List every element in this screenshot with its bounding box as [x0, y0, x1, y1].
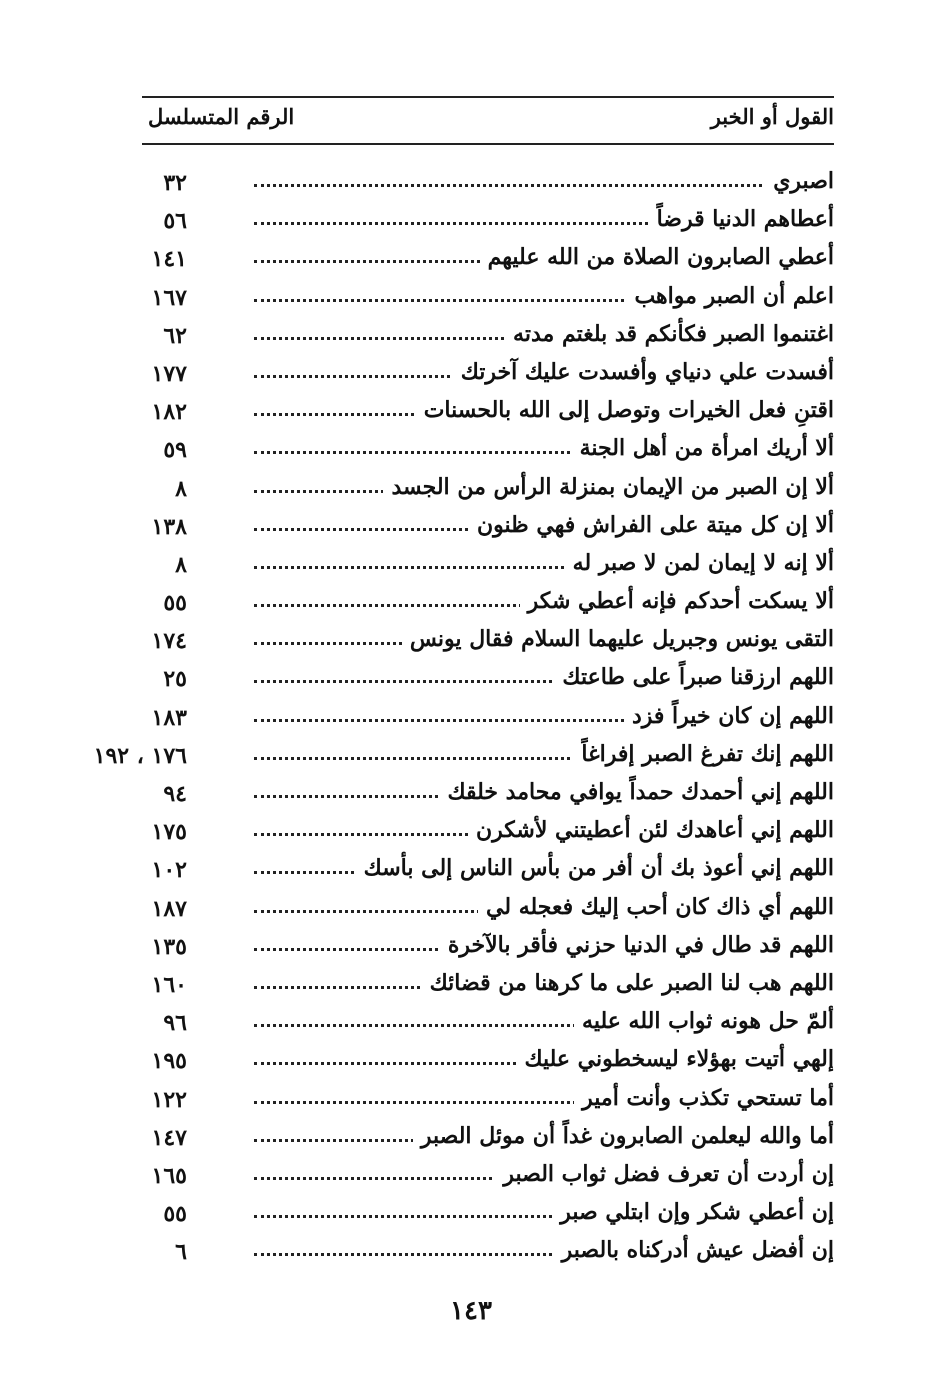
entry-serial-number: ١٧٧ — [151, 360, 187, 387]
index-entry — [142, 1004, 834, 1042]
entry-text: اللهم أي ذاك كان أحب إليك فعجله لي — [478, 894, 834, 920]
entry-text: إن أردت أن تعرف فضل ثواب الصبر — [495, 1161, 834, 1187]
entry-serial-number: ٩٦ — [163, 1010, 187, 1037]
index-entry — [142, 546, 834, 584]
entry-serial-number: ٥٥ — [163, 1201, 187, 1228]
index-entry — [142, 1233, 834, 1271]
entry-text: اصبري — [765, 168, 834, 194]
entry-text: اللهم ارزقنا صبراً على طاعتك — [554, 664, 834, 690]
entry-serial-number: ١٦٥ — [151, 1162, 187, 1189]
entry-serial-number: ٥٩ — [163, 437, 187, 464]
entry-text: اللهم قد طال في الدنيا حزني فأقر بالآخرة — [440, 932, 834, 958]
entry-serial-number: ٦ — [175, 1239, 187, 1266]
entry-serial-number: ٥٥ — [163, 590, 187, 617]
index-entry — [142, 1081, 834, 1119]
table-header — [142, 104, 834, 134]
entry-text: ألا أريك امرأة من أهل الجنة — [572, 435, 834, 461]
entry-text: التقى يونس وجبريل عليهما السلام فقال يونس — [402, 626, 834, 652]
index-entry — [142, 393, 834, 431]
entry-text: اللهم إني أحمدك حمداً يوافي محامد خلقك — [439, 779, 834, 805]
entry-serial-number: ١٢٢ — [151, 1086, 187, 1113]
column-header-serial-number: الرقم المتسلسل — [148, 104, 295, 129]
index-entry — [142, 851, 834, 889]
index-entry — [142, 660, 834, 698]
index-entry — [142, 355, 834, 393]
entry-text: أعطاهم الدنيا قرضاً — [649, 206, 834, 232]
index-entry — [142, 431, 834, 469]
header-bottom-rule — [142, 143, 834, 145]
dot-leader — [254, 184, 834, 187]
entry-text: اغتنموا الصبر فكأنكم قد بلغتم مدته — [505, 321, 834, 347]
entry-serial-number: ١٣٥ — [151, 933, 187, 960]
entry-serial-number: ١٨٢ — [151, 399, 187, 426]
index-entry — [142, 164, 834, 202]
entry-serial-number: ١٦٧ — [151, 284, 187, 311]
index-entry — [142, 1195, 834, 1233]
entry-serial-number: ٨ — [175, 551, 187, 578]
entry-text: ألا إنه لا إيمان لمن لا صبر له — [565, 550, 834, 576]
index-entry — [142, 890, 834, 928]
index-entry — [142, 775, 834, 813]
index-entry — [142, 1157, 834, 1195]
entry-text: أعطي الصابرون الصلاة من الله عليهم — [480, 244, 834, 270]
index-entry — [142, 1042, 834, 1080]
entry-text: اللهم إنك تفرغ الصبر إفراغاً — [573, 741, 834, 767]
index-entry — [142, 317, 834, 355]
entry-serial-number: ٦٢ — [163, 322, 187, 349]
index-entry — [142, 699, 834, 737]
entry-serial-number: ١٠٢ — [151, 857, 187, 884]
index-entry — [142, 470, 834, 508]
entry-serial-number: ١٧٥ — [151, 819, 187, 846]
entry-serial-number: ٨ — [175, 475, 187, 502]
index-entry — [142, 279, 834, 317]
entry-text: اللهم إني أعاهدك لئن أعطيتني لأشكرن — [468, 817, 834, 843]
entry-serial-number: ١٣٨ — [151, 513, 187, 540]
entry-text: اللهم إني أعوذ بك أن أفر من بأس الناس إلى بأسك — [356, 855, 834, 881]
index-entry — [142, 622, 834, 660]
entry-text: إن أعطي شكر وإن ابتلي صبر — [552, 1199, 834, 1225]
entry-text: ألا إن كل ميتة على الفراش فهي ظنون — [469, 512, 834, 538]
index-entry — [142, 1119, 834, 1157]
entry-serial-number: ١٧٤ — [151, 628, 187, 655]
entry-serial-number: ٣٢ — [163, 170, 187, 196]
entry-text: ألمّ حل هونه ثواب الله عليه — [574, 1008, 834, 1034]
entry-serial-number: ٢٥ — [163, 666, 187, 693]
entry-serial-number: ٥٦ — [163, 208, 187, 235]
entry-serial-number: ١٨٣ — [151, 704, 187, 731]
index-entry — [93, 737, 834, 775]
entry-serial-number: ٩٤ — [163, 781, 187, 807]
page-number: ١٤٣ — [450, 1296, 492, 1326]
entry-text: اعلم أن الصبر مواهب — [626, 283, 834, 309]
index-entry — [142, 584, 834, 622]
entry-text: اللهم إن كان خيراً فزد — [624, 703, 834, 729]
entry-serial-number: ١٩٥ — [151, 1048, 187, 1075]
entry-serial-number: ١٦٠ — [151, 971, 187, 998]
entry-text: ألا يسكت أحدكم فإنه أعطي شكر — [520, 588, 834, 614]
entry-text: اللهم هب لنا الصبر على ما كرهنا من قضائك — [422, 970, 834, 996]
header-top-rule — [142, 96, 834, 98]
entry-text: اقتنِ فعل الخيرات وتوصل إلى الله بالحسنات — [416, 397, 834, 423]
entry-text: إلهي أتيت بهؤلاء ليسخطوني عليك — [516, 1046, 834, 1072]
index-entry — [142, 928, 834, 966]
entry-serial-number: ١٤٧ — [151, 1124, 187, 1151]
column-header-saying: القول أو الخبر — [710, 104, 834, 129]
index-entry — [142, 508, 834, 546]
entry-serial-number: ١٨٧ — [151, 895, 187, 922]
entry-text: إن أفضل عيش أدركناه بالصبر — [554, 1237, 834, 1263]
index-list — [93, 164, 834, 1271]
entry-serial-number: ١٧٦ ، ١٩٢ — [93, 742, 187, 769]
entry-text: أفسدت علي دنياي وأفسدت عليك آخرتك — [453, 359, 834, 385]
entry-text: ألا إن الصبر من الإيمان بمنزلة الرأس من الجسد — [383, 474, 834, 500]
entry-serial-number: ١٤١ — [151, 246, 187, 273]
entry-text: أما والله ليعلمن الصابرون غداً أن موئل الصبر — [413, 1123, 834, 1149]
index-entry — [142, 813, 834, 851]
index-entry — [142, 240, 834, 278]
index-entry — [142, 202, 834, 240]
entry-text: أما تستحي تكذب وأنت أمير — [574, 1085, 834, 1111]
index-entry — [142, 966, 834, 1004]
